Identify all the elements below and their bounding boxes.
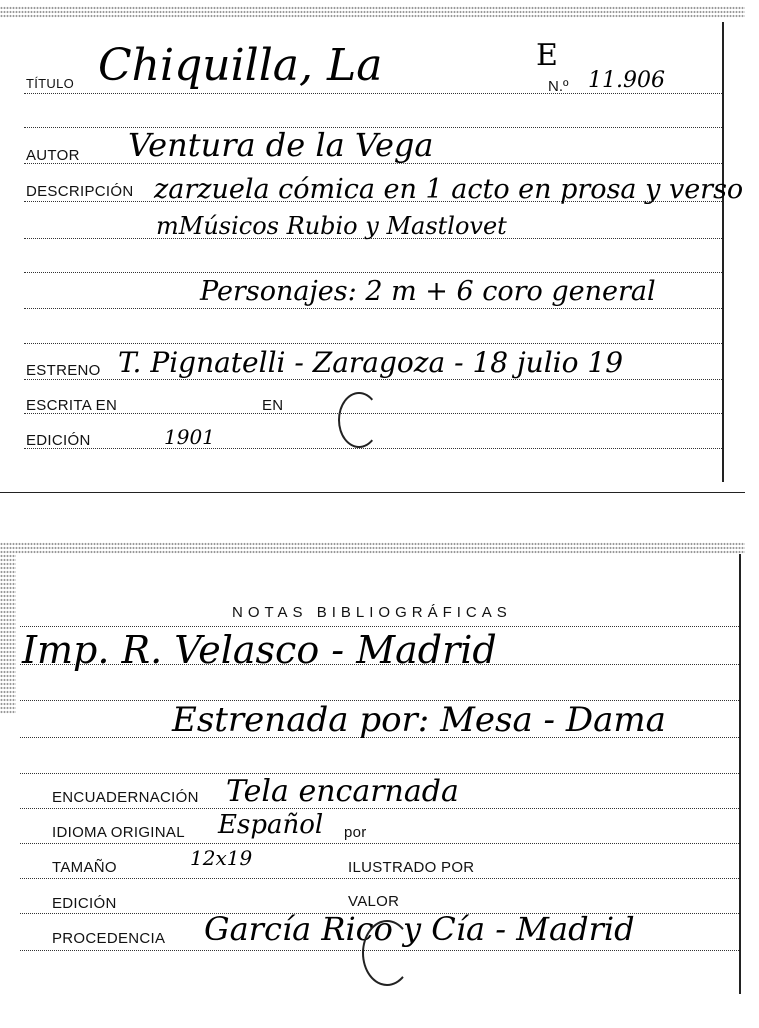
autor-label: AUTOR <box>26 147 80 164</box>
estreno-value: T. Pignatelli - Zaragoza - 18 julio 19 <box>118 346 624 379</box>
valor-label: VALOR <box>348 893 400 910</box>
number-value: 11.906 <box>588 68 665 93</box>
estreno-label: ESTRENO <box>26 362 101 379</box>
register-mark: E <box>536 38 558 73</box>
procedencia-label: PROCEDENCIA <box>52 930 166 947</box>
card-separator <box>0 492 745 493</box>
ruled-line <box>24 308 722 309</box>
encuadernacion-label: ENCUADERNACIÓN <box>52 789 199 806</box>
edicion-label: EDICIÓN <box>52 895 117 912</box>
tamano-value: 12x19 <box>190 846 253 870</box>
ruled-line <box>24 343 722 344</box>
card-left-edge <box>0 554 16 714</box>
card-top-edge <box>0 6 745 18</box>
descripcion-line2: mMúsicos Rubio y Mastlovet <box>156 212 507 240</box>
ilustrado-label: ILUSTRADO POR <box>348 859 475 876</box>
descripcion-line1: zarzuela cómica en 1 acto en prosa y verso <box>154 174 744 205</box>
idioma-value: Español <box>218 810 324 840</box>
ruled-line <box>24 272 722 273</box>
card-right-border <box>739 554 741 994</box>
ruled-line <box>24 379 722 380</box>
ruled-line <box>24 93 722 94</box>
number-label: N.º <box>548 78 569 95</box>
card-top-edge <box>0 542 745 554</box>
notes-line1: Imp. R. Velasco - Madrid <box>22 628 497 672</box>
notes-line2: Estrenada por: Mesa - Dama <box>172 700 666 740</box>
ruled-line <box>20 878 739 879</box>
notas-heading: NOTAS BIBLIOGRÁFICAS <box>232 604 512 621</box>
titulo-label: TÍTULO <box>26 76 75 91</box>
edicion-label: EDICIÓN <box>26 432 91 449</box>
procedencia-value: García Rico y Cía - Madrid <box>204 910 635 948</box>
catalog-card-front <box>0 0 745 492</box>
en-label: EN <box>262 397 284 414</box>
personajes-note: Personajes: 2 m + 6 coro general <box>200 276 656 307</box>
faded-stamp-mark <box>338 392 380 448</box>
descripcion-label: DESCRIPCIÓN <box>26 183 134 200</box>
card-right-border <box>722 22 724 482</box>
tamano-label: TAMAÑO <box>52 859 117 876</box>
encuadernacion-value: Tela encarnada <box>226 774 459 809</box>
por-label: por <box>344 824 367 841</box>
ruled-line <box>20 626 739 627</box>
titulo-value: Chiquilla, La <box>98 40 383 91</box>
ruled-line <box>20 843 739 844</box>
ruled-line <box>24 448 722 449</box>
edicion-value: 1901 <box>164 425 215 449</box>
catalog-card-back <box>0 540 745 1010</box>
idioma-label: IDIOMA ORIGINAL <box>52 824 185 841</box>
faded-stamp-mark <box>362 920 412 986</box>
autor-value: Ventura de la Vega <box>128 126 434 164</box>
escrita-en-label: ESCRITA EN <box>26 397 118 414</box>
